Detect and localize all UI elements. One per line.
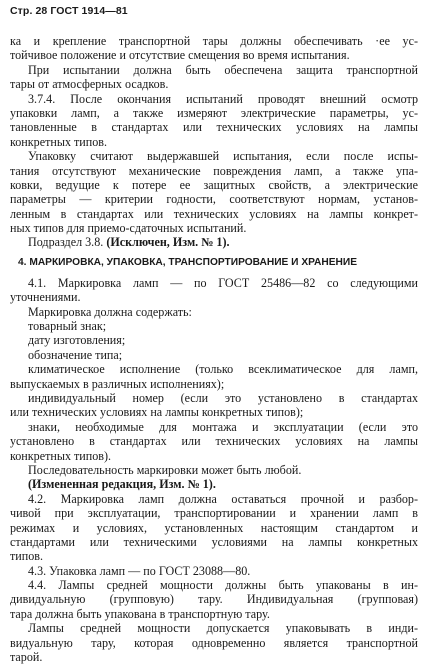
text-line: стандартами или техническими условиями на лампы конкретных xyxy=(10,534,418,549)
text-line: чивой при эксплуатации, транспортировании и хранении ламп в xyxy=(10,506,418,521)
text-line: климатическое исполнение (только всеклиматическое для ламп, xyxy=(28,362,418,377)
text-line: Подраздел 3.8. (Исключен, Изм. № 1). xyxy=(28,235,230,250)
text-line: тара должна быть упакована в транспортную тару. xyxy=(10,606,270,621)
text-line: индивидуальный номер (если это установлено в стандартах xyxy=(28,390,418,405)
text-line: тановленные в стандартах или технических условиях на лампы xyxy=(10,120,418,135)
text-line: тойчивое положение и отсутствие смещения во время испытания. xyxy=(10,48,350,63)
text-line: Лампы средней мощности допускается упаковывать в инди- xyxy=(28,621,418,636)
text-line: упаковки ламп, а также измеряют электрические параметры, ус- xyxy=(10,105,418,120)
text-line: 3.7.4. После окончания испытаний проводят внешний осмотр xyxy=(28,91,418,106)
text-line: уточнениями. xyxy=(10,290,81,305)
amendment-note: (Исключен, Изм. № 1). xyxy=(106,235,230,250)
text-line: видуальную тару, которая одновременно является транспортной xyxy=(10,635,418,650)
text-line: ных типов для приемо-сдаточных испытаний. xyxy=(10,221,247,236)
text-line: конкретных типов. xyxy=(10,134,108,149)
text-line: выпускаемых в различных исполнениях); xyxy=(10,376,225,391)
text-line xyxy=(10,477,418,491)
text-line: типов. xyxy=(10,549,44,564)
text-line: конкретных типов). xyxy=(10,448,112,463)
text-line: 4.1. Маркировка ламп — по ГОСТ 25486—82 со следующими xyxy=(28,275,418,290)
text-line: 4.2. Маркировка ламп должна оставаться прочной и разбор- xyxy=(28,491,418,506)
page-header: Стр. 28 ГОСТ 1914—81 xyxy=(10,5,128,17)
text-line: Маркировка должна содержать: xyxy=(28,304,192,319)
text-line: параметры — критерии годности, соответствуют нормам, установ- xyxy=(10,192,418,207)
text-line: Последовательность маркировки может быть любой. xyxy=(28,462,302,477)
text-line: установлено в стандартах или технических условиях на лампы xyxy=(10,434,418,449)
text-line: тания отсутствуют механические повреждения ламп, а также упа- xyxy=(10,163,418,178)
text-line: ка и крепление транспортной тары должны обеспечивать ·ее ус- xyxy=(10,34,418,48)
amendment-note: (Измененная редакция, Изм. № 1). xyxy=(28,477,216,492)
document-body xyxy=(10,34,418,664)
text-line: 4.3. Упаковка ламп — по ГОСТ 23088—80. xyxy=(28,563,251,578)
text-line: тары от атмосферных осадков. xyxy=(10,77,169,92)
text-line: При испытании должна быть обеспечена защита транспортной xyxy=(28,62,418,77)
text-line: или технических условиях на лампы конкретных типов); xyxy=(10,405,304,420)
text-line: ленным в стандартах или технических условиях на лампы конкрет- xyxy=(10,206,418,221)
text-line: тарой. xyxy=(10,650,43,664)
text-line: 4.4. Лампы средней мощности должны быть упакованы в ин- xyxy=(28,578,418,593)
text-line: ковки, ведущие к потере ее защитных свойств, а электрические xyxy=(10,177,418,192)
text-line: Упаковку считают выдержавшей испытания, если после испы- xyxy=(28,149,418,164)
text-line: дивидуальную (групповую) тару. Индивидуальная (групповая) xyxy=(10,592,418,607)
text-line: обозначение типа; xyxy=(28,347,123,362)
section-heading: 4. МАРКИРОВКА, УПАКОВКА, ТРАНСПОРТИРОВАНИЕ И ХРАНЕНИЕ xyxy=(18,256,358,268)
text-line: знаки, необходимые для монтажа и эксплуатации (если это xyxy=(28,419,418,434)
text-line: дату изготовления; xyxy=(28,333,126,348)
text-line: режимах и условиях, установленных настоящим стандартом и xyxy=(10,520,418,535)
text-line: товарный знак; xyxy=(28,319,107,334)
